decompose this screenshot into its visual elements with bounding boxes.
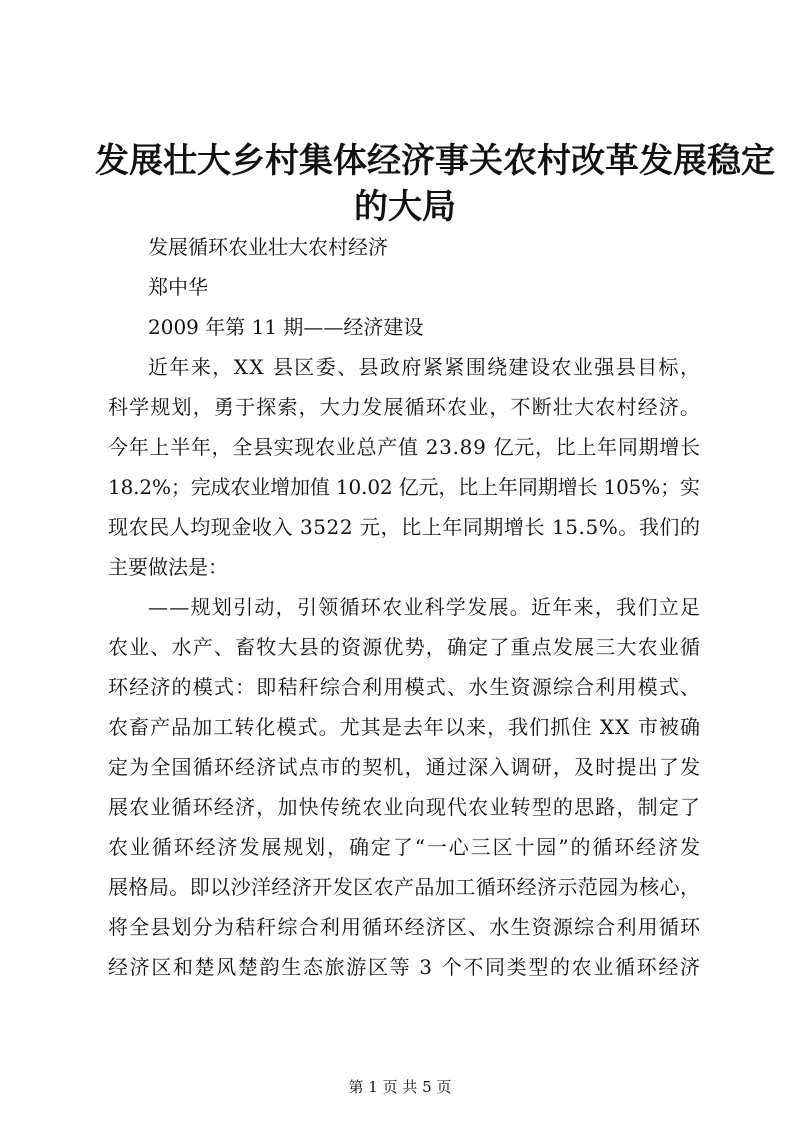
title-line-2: 的大局 [354, 187, 456, 227]
paragraph-line: 近年来，XX 县区委、县政府紧紧围绕建设农业强县目标， [148, 355, 702, 379]
paragraph-line: 今年上半年，全县实现农业总产值 23.89 亿元，比上年同期增长 [108, 435, 701, 459]
paragraph-line: 主要做法是： [108, 555, 228, 579]
page-number-footer: 第 1 页 共 5 页 [348, 1078, 452, 1096]
paragraph-line: 现农民人均现金收入 3522 元，比上年同期增长 15.5%。我们的 [108, 515, 701, 539]
paragraph-line: ——规划引动，引领循环农业科学发展。近年来，我们立足 [148, 595, 702, 619]
paragraph-line: 农畜产品加工转化模式。尤其是去年以来，我们抓住 XX 市被确 [108, 715, 702, 739]
paragraph-line: 科学规划，勇于探索，大力发展循环农业，不断壮大农村经济。 [108, 395, 702, 419]
paragraph-line: 定为全国循环经济试点市的契机，通过深入调研，及时提出了发 [108, 755, 702, 779]
title-line-1: 发展壮大乡村集体经济事关农村改革发展稳定 [95, 141, 775, 181]
document-title [95, 138, 775, 230]
paragraph-line: 农业、水产、畜牧大县的资源优势，确定了重点发展三大农业循 [108, 635, 702, 659]
source-line: 2009 年第 11 期——经济建设 [148, 315, 424, 339]
paragraph-line: 经济区和楚风楚韵生态旅游区等 3 个不同类型的农业循环经济 [108, 955, 702, 979]
subtitle: 发展循环农业壮大农村经济 [148, 235, 388, 259]
paragraph-line: 农业循环经济发展规划，确定了“一心三区十园”的循环经济发 [108, 835, 702, 859]
author: 郑中华 [148, 275, 208, 299]
paragraph-line: 展格局。即以沙洋经济开发区农产品加工循环经济示范园为核心， [108, 875, 701, 899]
paragraph-line: 18.2%；完成农业增加值 10.02 亿元，比上年同期增长 105%；实 [108, 475, 700, 499]
paragraph-line: 环经济的模式：即秸秆综合利用模式、水生资源综合利用模式、 [108, 675, 702, 699]
paragraph-line: 将全县划分为秸秆综合利用循环经济区、水生资源综合利用循环 [108, 915, 702, 939]
paragraph-line: 展农业循环经济，加快传统农业向现代农业转型的思路，制定了 [108, 795, 702, 819]
